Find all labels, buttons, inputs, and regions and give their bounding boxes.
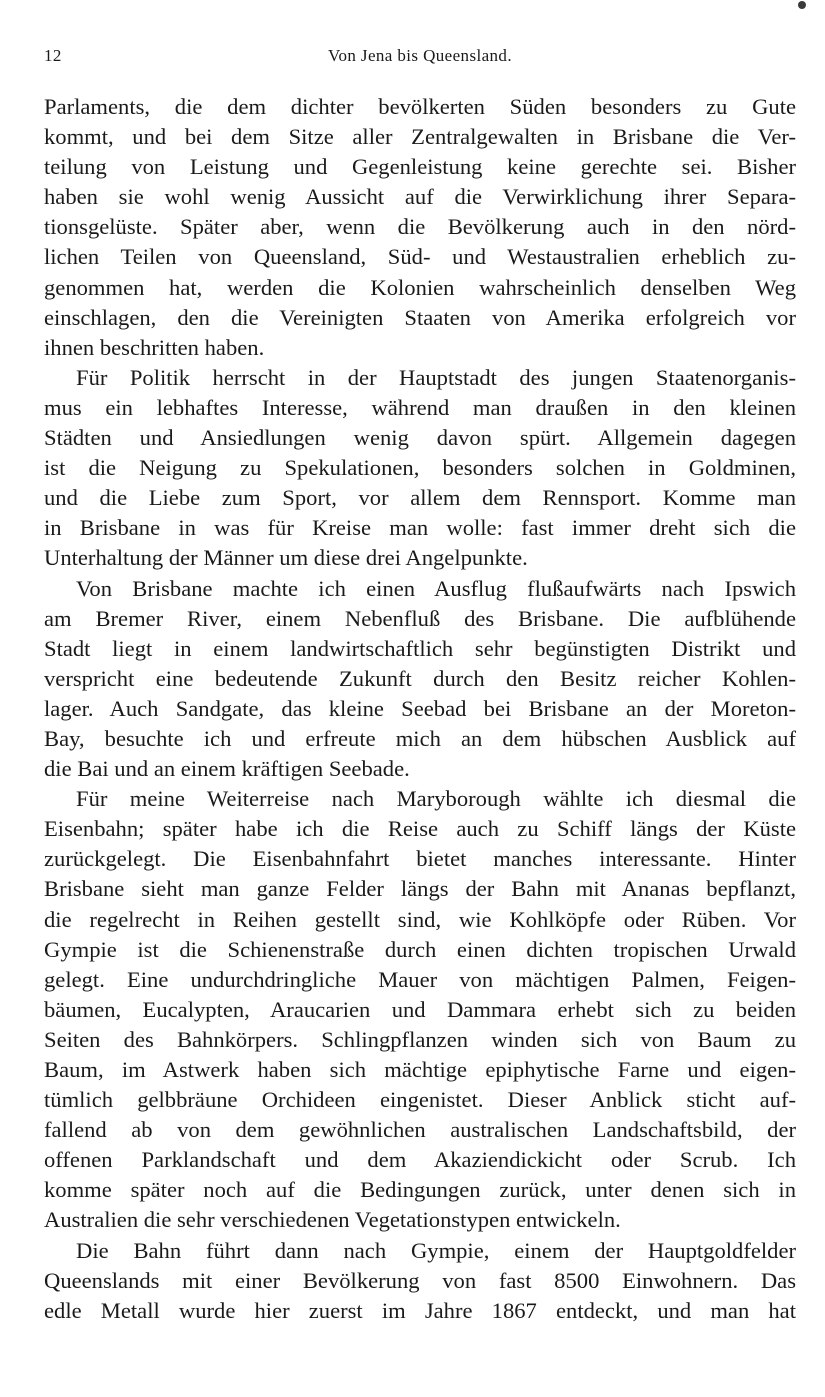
text-line: tümlich gelbbräune Orchideen eingenistet. Dieser Anblick sticht auf- [44, 1087, 796, 1113]
running-title: Von Jena bis Queensland. [328, 46, 512, 65]
text-line: Parlaments, die dem dichter bevölkerten Süden besonders zu Gute [44, 94, 796, 119]
text-line: Bay, besuchte ich und erfreute mich an dem hübschen Ausblick auf [44, 725, 796, 751]
text-line: lager. Auch Sandgate, das kleine Seebad bei Brisbane an der Moreton- [44, 695, 796, 721]
text-line: bäumen, Eucalypten, Araucarien und Dammara erhebt sich zu beiden [44, 996, 796, 1022]
paragraph [44, 784, 796, 1235]
text-line: mus ein lebhaftes Interesse, während man draußen in den kleinen [44, 394, 796, 420]
text-line: Für meine Weiterreise nach Maryborough wählte ich diesmal die [76, 786, 796, 812]
text-line: die Bai und an einem kräftigen Seebade. [44, 756, 410, 782]
text-line: fallend ab von dem gewöhnlichen australischen Landschaftsbild, der [44, 1117, 796, 1143]
ink-spot [798, 1, 806, 9]
text-line: kommt, und bei dem Sitze aller Zentralgewalten in Brisbane die Ver- [44, 124, 796, 150]
page-number: 12 [44, 46, 62, 65]
text-line: die regelrecht in Reihen gestellt sind, wie Kohlköpfe oder Rüben. Vor [44, 906, 796, 932]
text-line: ihnen beschritten haben. [44, 334, 265, 360]
text-line: Städten und Ansiedlungen wenig davon spürt. Allgemein dagegen [44, 425, 796, 451]
text-line: Queenslands mit einer Bevölkerung von fast 8500 Einwohnern. Das [44, 1267, 796, 1293]
text-line: haben sie wohl wenig Aussicht auf die Verwirklichung ihrer Separa- [44, 184, 796, 210]
body-text [44, 92, 796, 1326]
text-line: ist die Neigung zu Spekulationen, besonders solchen in Goldminen, [44, 455, 796, 481]
text-line: lichen Teilen von Queensland, Süd- und Westaustralien erheblich zu- [44, 244, 796, 270]
text-line: zurückgelegt. Die Eisenbahnfahrt bietet manches interessante. Hinter [44, 846, 796, 872]
text-line: und die Liebe zum Sport, vor allem dem Rennsport. Komme man [44, 485, 796, 511]
paragraph [44, 1236, 796, 1326]
text-line: tionsgelüste. Später aber, wenn die Bevölkerung auch in den nörd- [44, 214, 796, 240]
text-line: Stadt liegt in einem landwirtschaftlich sehr begünstigten Distrikt und [44, 635, 796, 661]
page-header [44, 46, 796, 70]
text-line: genommen hat, werden die Kolonien wahrscheinlich denselben Weg [44, 274, 796, 300]
text-line: teilung von Leistung und Gegenleistung keine gerechte sei. Bisher [44, 154, 796, 180]
text-line: in Brisbane in was für Kreise man wolle: fast immer dreht sich die [44, 515, 796, 541]
text-line: Gympie ist die Schienenstraße durch einen dichten tropischen Urwald [44, 936, 796, 962]
text-line: offenen Parklandschaft und dem Akaziendickicht oder Scrub. Ich [44, 1147, 796, 1173]
paragraph [44, 363, 796, 574]
text-line: gelegt. Eine undurchdringliche Mauer von mächtigen Palmen, Feigen- [44, 966, 796, 992]
paragraph [44, 574, 796, 785]
text-line: Brisbane sieht man ganze Felder längs der Bahn mit Ananas bepflanzt, [44, 876, 796, 902]
text-line: Von Brisbane machte ich einen Ausflug flußaufwärts nach Ipswich [76, 575, 796, 601]
text-line: komme später noch auf die Bedingungen zurück, unter denen sich in [44, 1177, 796, 1203]
text-line: Eisenbahn; später habe ich die Reise auch zu Schiff längs der Küste [44, 816, 796, 842]
text-line: Unterhaltung der Männer um diese drei Angelpunkte. [44, 545, 528, 571]
text-line: einschlagen, den die Vereinigten Staaten von Amerika erfolgreich vor [44, 304, 796, 330]
text-line: edle Metall wurde hier zuerst im Jahre 1867 entdeckt, und man hat [44, 1297, 796, 1323]
paragraph [44, 92, 796, 363]
text-line: Australien die sehr verschiedenen Vegetationstypen entwickeln. [44, 1207, 621, 1233]
text-line: Die Bahn führt dann nach Gympie, einem der Hauptgoldfelder [76, 1237, 796, 1263]
text-line: verspricht eine bedeutende Zukunft durch den Besitz reicher Kohlen- [44, 665, 796, 691]
text-line: am Bremer River, einem Nebenfluß des Brisbane. Die aufblühende [44, 605, 796, 631]
text-line: Für Politik herrscht in der Hauptstadt des jungen Staatenorganis- [76, 364, 796, 390]
text-line: Baum, im Astwerk haben sich mächtige epiphytische Farne und eigen- [44, 1057, 796, 1082]
text-line: Seiten des Bahnkörpers. Schlingpflanzen winden sich von Baum zu [44, 1026, 796, 1052]
